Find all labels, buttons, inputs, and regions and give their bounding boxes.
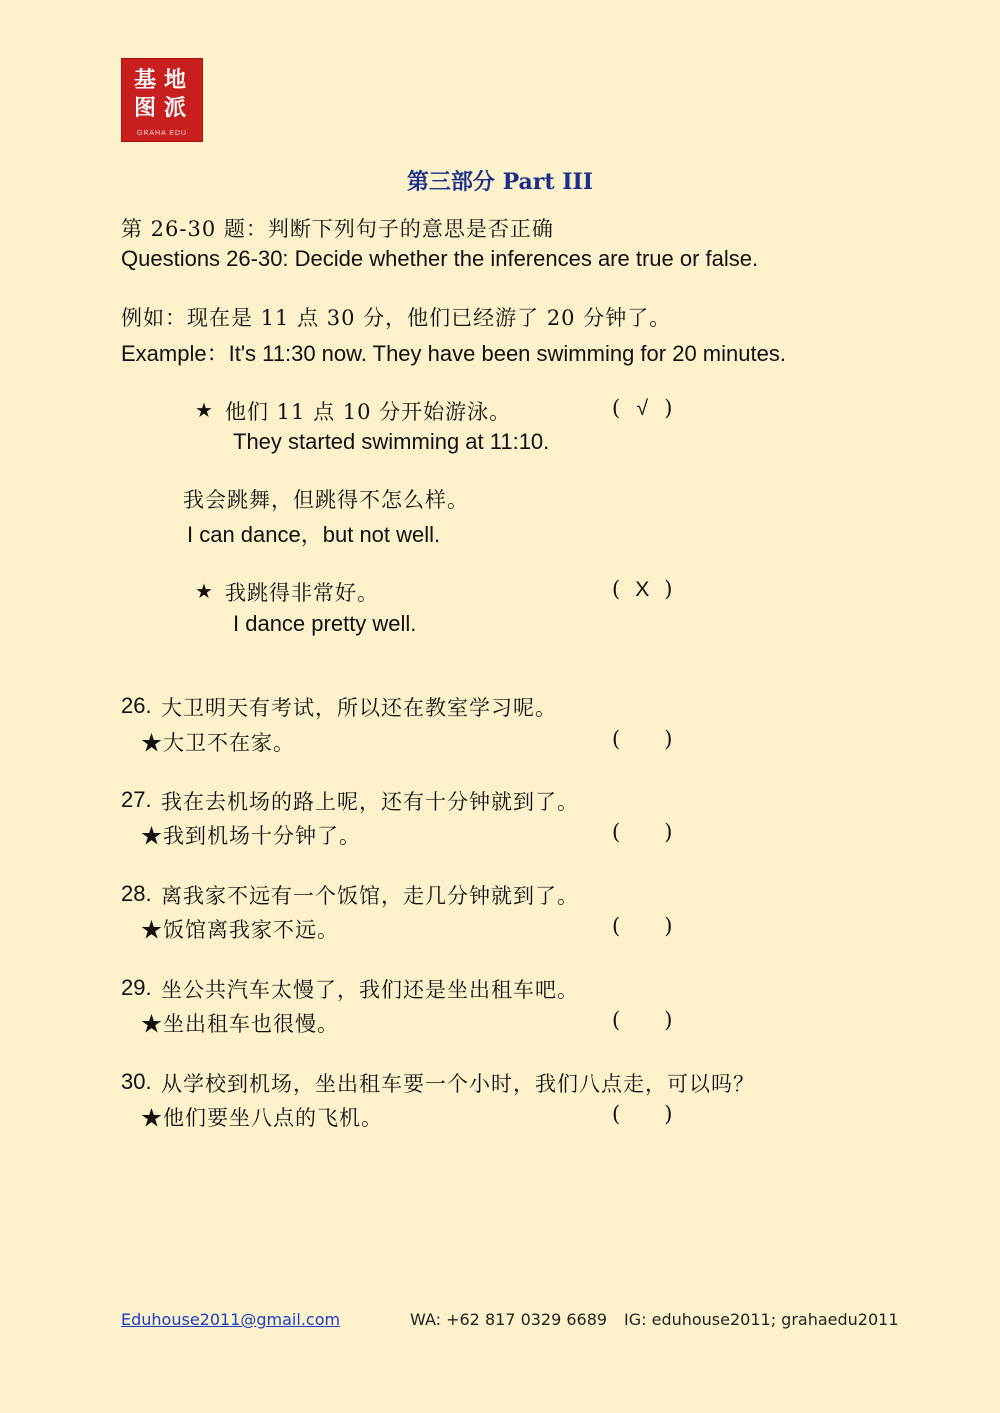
paren-close: ) <box>664 1008 673 1032</box>
paren-open: ( <box>612 914 621 938</box>
star-icon: ★ <box>195 579 213 603</box>
answer-box <box>612 577 672 602</box>
paren-open: ( <box>612 396 621 420</box>
example-answer: √ <box>636 397 648 420</box>
logo-glyph: 派 <box>164 95 187 121</box>
logo-glyph: 基 <box>134 67 157 93</box>
example2-zh: 我会跳舞，但跳得不怎么样。 <box>183 488 469 512</box>
star-icon: ★ <box>195 398 213 422</box>
paren-close: ) <box>664 727 673 751</box>
question-statement: ★坐出租车也很慢。 <box>141 1012 339 1036</box>
example2-answer: X <box>635 578 650 601</box>
paren-close: ) <box>664 577 673 601</box>
answer-box[interactable] <box>612 727 672 751</box>
footer-instagram: IG: eduhouse2011; grahaedu2011 <box>624 1310 899 1329</box>
answer-box[interactable] <box>612 1008 672 1032</box>
question-number: 30. <box>121 1069 152 1094</box>
question-number: 29. <box>121 975 152 1000</box>
example-statement-en: They started swimming at 11:10. <box>233 429 550 454</box>
question-statement: ★大卫不在家。 <box>141 731 295 755</box>
answer-box[interactable] <box>612 914 672 938</box>
section-title: 第三部分 Part III <box>406 169 594 195</box>
example-statement-zh: 他们 11 点 10 分开始游泳。 <box>225 400 512 424</box>
paren-open: ( <box>612 820 621 844</box>
paren-open: ( <box>612 577 621 601</box>
paren-close: ) <box>664 1102 673 1126</box>
footer-email-link[interactable]: Eduhouse2011@gmail.com <box>121 1310 341 1329</box>
question-text: 我在去机场的路上呢，还有十分钟就到了。 <box>161 790 579 814</box>
example2-statement-zh: 我跳得非常好。 <box>225 581 379 605</box>
logo-glyph: 图 <box>134 95 157 121</box>
example-zh: 例如：现在是 11 点 30 分，他们已经游了 20 分钟了。 <box>121 306 672 330</box>
logo <box>121 58 203 142</box>
paren-open: ( <box>612 1102 621 1126</box>
example-en: Example：It's 11:30 now. They have been swimming for 20 minutes. <box>121 341 786 366</box>
paren-close: ) <box>664 820 673 844</box>
question-text: 离我家不远有一个饭馆，走几分钟就到了。 <box>161 884 579 908</box>
example2-en: I can dance，but not well. <box>187 522 441 547</box>
footer-whatsapp: WA: +62 817 0329 6689 <box>410 1310 608 1329</box>
question-statement: ★他们要坐八点的飞机。 <box>141 1106 383 1130</box>
paren-open: ( <box>612 1008 621 1032</box>
example2-statement-en: I dance pretty well. <box>233 611 417 636</box>
answer-box[interactable] <box>612 1102 672 1126</box>
instructions-zh: 第 26-30 题：判断下列句子的意思是否正确 <box>121 217 554 241</box>
instructions-en: Questions 26-30: Decide whether the inferences are true or false. <box>121 246 759 271</box>
answer-box[interactable] <box>612 820 672 844</box>
question-statement: ★我到机场十分钟了。 <box>141 824 361 848</box>
question-number: 28. <box>121 881 152 906</box>
logo-caption: GRAHA EDU <box>136 130 188 137</box>
question-text: 大卫明天有考试，所以还在教室学习呢。 <box>161 696 557 720</box>
question-number: 26. <box>121 693 152 718</box>
question-text: 从学校到机场，坐出租车要一个小时，我们八点走，可以吗？ <box>161 1072 755 1096</box>
logo-glyph: 地 <box>164 67 187 93</box>
paren-open: ( <box>612 727 621 751</box>
paren-close: ) <box>664 914 673 938</box>
answer-box <box>612 396 672 421</box>
question-text: 坐公共汽车太慢了，我们还是坐出租车吧。 <box>161 978 579 1002</box>
question-statement: ★饭馆离我家不远。 <box>141 918 339 942</box>
paren-close: ) <box>664 396 673 420</box>
question-number: 27. <box>121 787 152 812</box>
